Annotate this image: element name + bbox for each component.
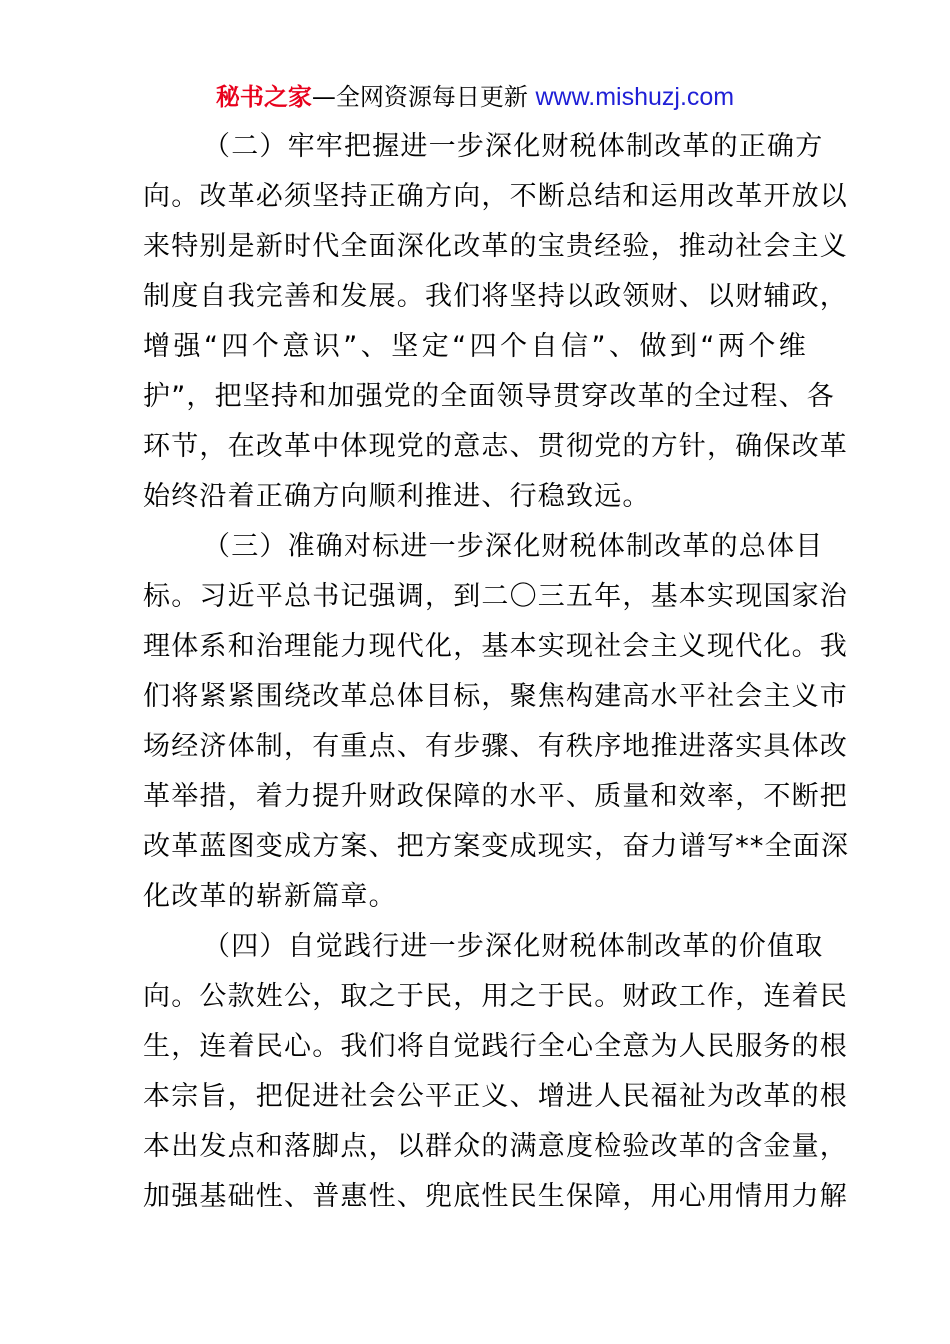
text-line: 标。习近平总书记强调，到二〇三五年，基本实现国家治 — [143, 581, 848, 612]
text-line: 生，连着民心。我们将自觉践行全心全意为人民服务的根 — [143, 1031, 848, 1062]
text-line: 向。公款姓公，取之于民，用之于民。财政工作，连着民 — [143, 981, 848, 1012]
text-line: 向。改革必须坚持正确方向，不断总结和运用改革开放以 — [143, 181, 848, 212]
text-line: 理体系和治理能力现代化，基本实现社会主义现代化。我 — [143, 631, 848, 662]
text-line: 们将紧紧围绕改革总体目标，聚焦构建高水平社会主义市 — [143, 681, 848, 712]
text-line: 本出发点和落脚点，以群众的满意度检验改革的含金量， — [143, 1131, 848, 1162]
text-line: （三）准确对标进一步深化财税体制改革的总体目 — [203, 531, 824, 562]
paragraph — [143, 922, 848, 1222]
text-line: 改革蓝图变成方案、把方案变成现实，奋力谱写**全面深 — [143, 831, 850, 862]
text-line: 加强基础性、普惠性、兜底性民生保障，用心用情用力解 — [143, 1181, 848, 1212]
text-line: 场经济体制，有重点、有步骤、有秩序地推进落实具体改 — [143, 731, 848, 762]
text-line: 制度自我完善和发展。我们将坚持以政领财、以财辅政， — [143, 281, 848, 312]
header-tagline: —全网资源每日更新 — [311, 83, 528, 111]
document-body — [143, 122, 850, 1222]
brand-name: 秘书之家 — [215, 83, 312, 111]
text-line: 护”，把坚持和加强党的全面领导贯穿改革的全过程、各 — [143, 381, 835, 412]
site-header — [0, 80, 950, 114]
text-line: 本宗旨，把促进社会公平正义、增进人民福祉为改革的根 — [143, 1081, 848, 1112]
paragraph — [143, 122, 848, 522]
text-line: 增强“四个意识”、坚定“四个自信”、做到“两个维 — [143, 331, 807, 362]
text-line: 革举措，着力提升财政保障的水平、质量和效率，不断把 — [143, 781, 848, 812]
paragraph — [143, 522, 850, 922]
text-line: 化改革的崭新篇章。 — [143, 881, 397, 912]
text-line: 始终沿着正确方向顺利推进、行稳致远。 — [143, 481, 651, 512]
site-url-link[interactable]: www.mishuzj.com — [535, 83, 735, 111]
text-line: 环节，在改革中体现党的意志、贯彻党的方针，确保改革 — [143, 431, 848, 462]
text-line: 来特别是新时代全面深化改革的宝贵经验，推动社会主义 — [143, 231, 848, 262]
text-line: （二）牢牢把握进一步深化财税体制改革的正确方 — [203, 131, 824, 162]
text-line: （四）自觉践行进一步深化财税体制改革的价值取 — [203, 931, 824, 962]
